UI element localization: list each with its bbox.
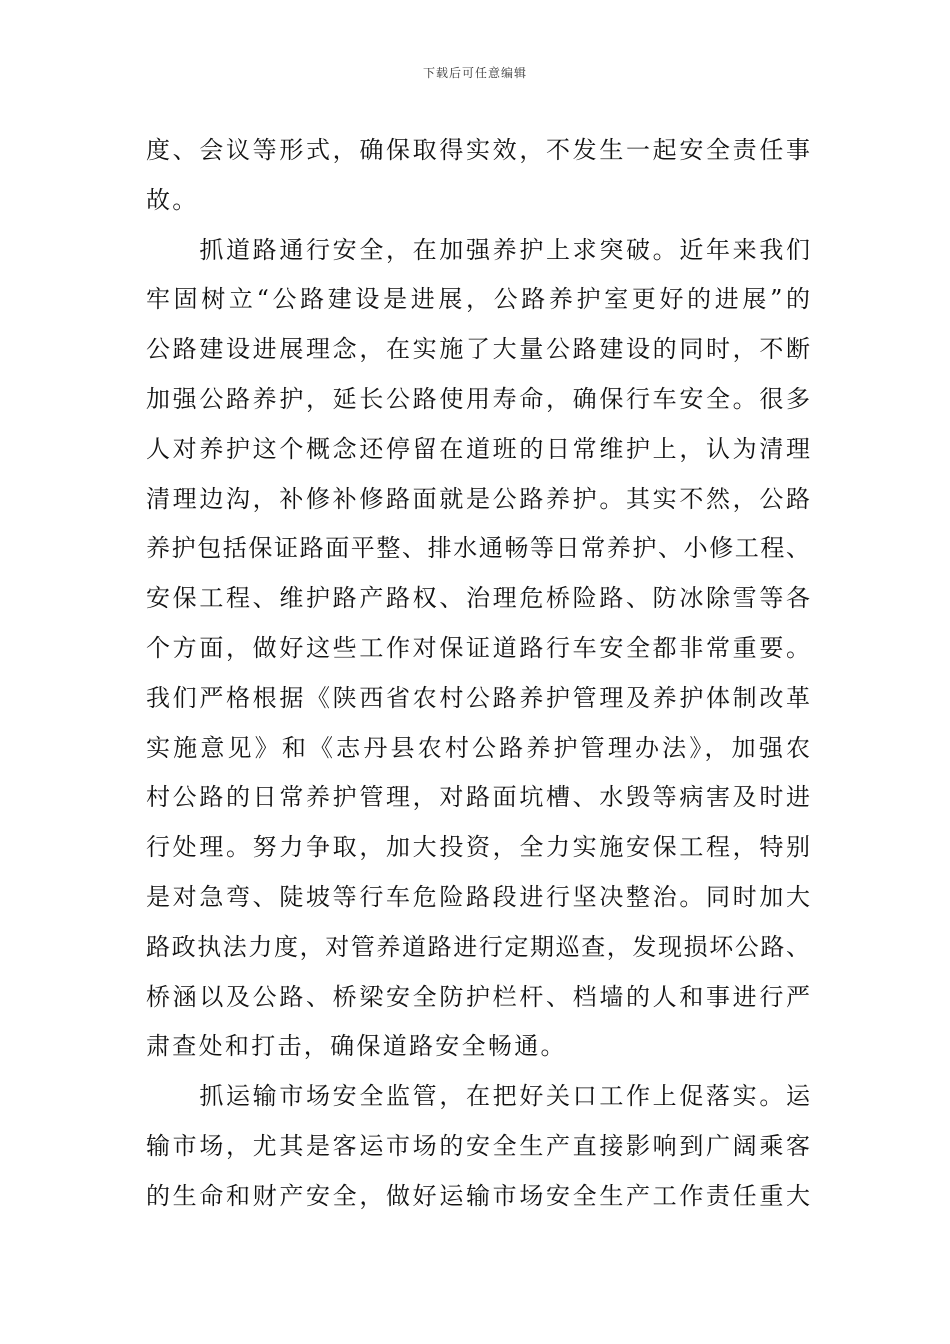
- document-body: [146, 126, 810, 1222]
- text-line: 个方面，做好这些工作对保证道路行车安全都非常重要。: [146, 633, 810, 662]
- text-line: 清理边沟，补修补修路面就是公路养护。其实不然，公路: [146, 484, 810, 513]
- text-line: 的生命和财产安全，做好运输市场安全生产工作责任重大: [146, 1181, 810, 1210]
- text-line: 村公路的日常养护管理，对路面坑槽、水毁等病害及时进: [146, 783, 810, 812]
- text-line: 抓道路通行安全，在加强养护上求突破。近年来我们: [146, 235, 810, 264]
- text-line: 人对养护这个概念还停留在道班的日常维护上，认为清理: [146, 434, 810, 463]
- text-line: 我们严格根据《陕西省农村公路养护管理及养护体制改革: [146, 683, 810, 712]
- text-line: 行处理。努力争取，加大投资，全力实施安保工程，特别: [146, 833, 810, 862]
- text-line: 养护包括保证路面平整、排水通畅等日常养护、小修工程、: [146, 534, 810, 563]
- text-line: 公路建设进展理念，在实施了大量公路建设的同时，不断: [146, 335, 810, 364]
- text-line: 实施意见》和《志丹县农村公路养护管理办法》，加强农: [146, 733, 810, 762]
- text-line: 加强公路养护，延长公路使用寿命，确保行车安全。很多: [146, 384, 810, 413]
- text-line: 度、会议等形式，确保取得实效，不发生一起安全责任事: [146, 136, 810, 164]
- text-line: 故。: [146, 185, 199, 214]
- text-line: 安保工程、维护路产路权、治理危桥险路、防冰除雪等各: [146, 584, 810, 613]
- text-line: 牢固树立“公路建设是进展，公路养护室更好的进展”的: [146, 285, 810, 314]
- text-line: 肃查处和打击，确保道路安全畅通。: [146, 1032, 567, 1061]
- text-line: 输市场，尤其是客运市场的安全生产直接影响到广阔乘客: [146, 1131, 810, 1160]
- text-line: 是对急弯、陡坡等行车危险路段进行坚决整治。同时加大: [146, 882, 810, 911]
- page-header-note: 下载后可任意编辑: [422, 66, 527, 80]
- text-line: 桥涵以及公路、桥梁安全防护栏杆、档墙的人和事进行严: [146, 982, 810, 1011]
- text-line: 抓运输市场安全监管，在把好关口工作上促落实。运: [146, 1082, 810, 1111]
- text-line: 路政执法力度，对管养道路进行定期巡查，发现损坏公路、: [146, 932, 810, 961]
